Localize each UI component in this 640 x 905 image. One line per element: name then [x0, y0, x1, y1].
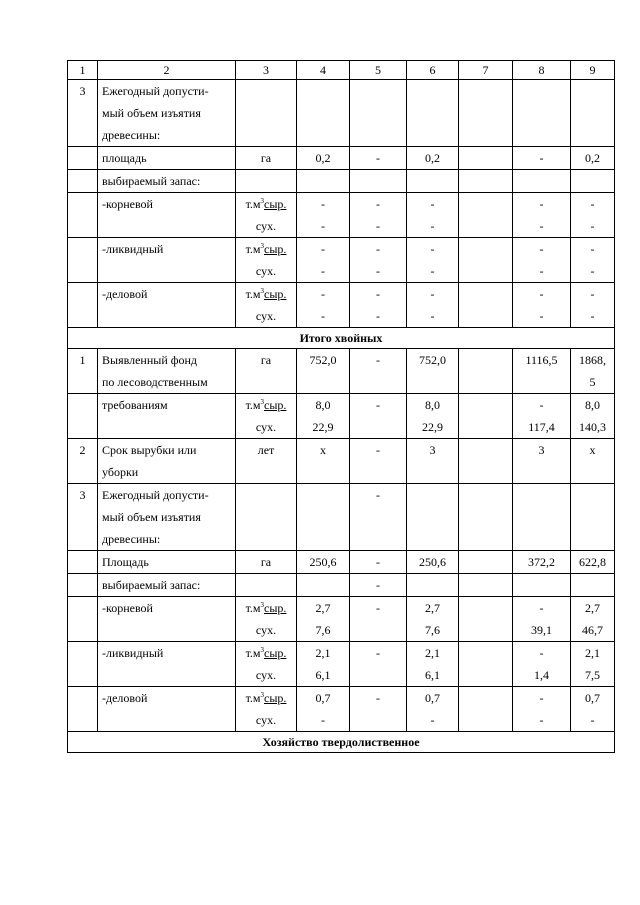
unit-cell	[236, 484, 297, 551]
value-cell: -	[350, 574, 407, 597]
unit-raw: сыр.	[264, 691, 287, 705]
value-cell	[459, 551, 513, 574]
value-cell: 2,1 6,1	[407, 642, 459, 687]
header-row	[68, 61, 615, 80]
value-cell	[459, 597, 513, 642]
section-title: Итого хвойных	[68, 328, 615, 349]
unit-raw: сыр.	[264, 287, 287, 301]
row-number	[68, 147, 98, 170]
value-cell	[571, 574, 615, 597]
section-row	[68, 732, 615, 753]
unit-prefix: т.м	[245, 197, 261, 211]
column-header: 4	[297, 61, 350, 80]
value-cell	[350, 80, 407, 147]
value-cell	[297, 170, 350, 193]
table-row	[68, 193, 615, 238]
unit-dry: сух.	[255, 309, 277, 323]
value-cell: 2,7 7,6	[297, 597, 350, 642]
unit-cell	[236, 238, 297, 283]
row-label: Ежегодный допусти- мый объем изъятия древесины:	[98, 484, 236, 551]
column-header: 8	[513, 61, 571, 80]
value-cell	[459, 484, 513, 551]
row-label: -ликвидный	[98, 238, 236, 283]
value-cell: 0,7 -	[571, 687, 615, 732]
value-cell: 0,2	[297, 147, 350, 170]
row-number	[68, 283, 98, 328]
value-cell	[571, 170, 615, 193]
column-header: 3	[236, 61, 297, 80]
table-row	[68, 597, 615, 642]
column-header: 2	[98, 61, 236, 80]
value-cell	[459, 283, 513, 328]
value-cell	[459, 193, 513, 238]
value-cell: 752,0	[407, 349, 459, 394]
unit-superscript: 3	[260, 398, 265, 406]
unit-cell	[236, 574, 297, 597]
row-number: 3	[68, 484, 98, 551]
row-label: -корневой	[98, 193, 236, 238]
table-row	[68, 574, 615, 597]
table-row	[68, 394, 615, 439]
unit-prefix: т.м	[245, 287, 261, 301]
value-cell: 8,0 140,3	[571, 394, 615, 439]
value-cell	[459, 394, 513, 439]
row-number: 3	[68, 80, 98, 147]
value-cell: 1116,5	[513, 349, 571, 394]
row-number	[68, 687, 98, 732]
unit-cell	[236, 597, 297, 642]
unit-cell: га	[236, 551, 297, 574]
value-cell: 8,0 22,9	[407, 394, 459, 439]
row-number	[68, 574, 98, 597]
forest-resource-table	[67, 60, 615, 753]
value-cell: - -	[571, 193, 615, 238]
column-header: 1	[68, 61, 98, 80]
value-cell: -	[350, 439, 407, 484]
value-cell: -	[350, 597, 407, 642]
row-label: Выявленный фонд по лесоводственным	[98, 349, 236, 394]
unit-cell	[236, 283, 297, 328]
column-header: 9	[571, 61, 615, 80]
row-number	[68, 642, 98, 687]
value-cell	[297, 80, 350, 147]
value-cell: - 39,1	[513, 597, 571, 642]
value-cell	[297, 574, 350, 597]
row-label: -корневой	[98, 597, 236, 642]
row-label: -деловой	[98, 283, 236, 328]
value-cell: 0,7 -	[297, 687, 350, 732]
value-cell: 3	[513, 439, 571, 484]
value-cell: 622,8	[571, 551, 615, 574]
row-label: площадь	[98, 147, 236, 170]
value-cell	[407, 170, 459, 193]
row-label: -ликвидный	[98, 642, 236, 687]
value-cell: - 117,4	[513, 394, 571, 439]
value-cell: - -	[513, 687, 571, 732]
section-row	[68, 328, 615, 349]
value-cell: 0,7 -	[407, 687, 459, 732]
value-cell: х	[297, 439, 350, 484]
unit-superscript: 3	[260, 646, 265, 654]
value-cell: 372,2	[513, 551, 571, 574]
unit-raw: сыр.	[264, 601, 287, 615]
value-cell	[513, 80, 571, 147]
value-cell: 2,7 46,7	[571, 597, 615, 642]
value-cell: - -	[407, 238, 459, 283]
column-header: 5	[350, 61, 407, 80]
table-row	[68, 170, 615, 193]
value-cell: - -	[407, 283, 459, 328]
table-row	[68, 551, 615, 574]
unit-superscript: 3	[260, 601, 265, 609]
unit-dry: сух.	[255, 623, 277, 637]
unit-cell	[236, 170, 297, 193]
row-number: 1	[68, 349, 98, 394]
value-cell: 2,7 7,6	[407, 597, 459, 642]
value-cell: - -	[297, 238, 350, 283]
unit-prefix: т.м	[245, 691, 261, 705]
table-row	[68, 80, 615, 147]
row-label: выбираемый запас:	[98, 574, 236, 597]
row-label: требованиям	[98, 394, 236, 439]
table-row	[68, 687, 615, 732]
value-cell: х	[571, 439, 615, 484]
column-header: 7	[459, 61, 513, 80]
unit-raw: сыр.	[264, 646, 287, 660]
value-cell: 752,0	[297, 349, 350, 394]
table-row	[68, 283, 615, 328]
value-cell: - -	[297, 193, 350, 238]
row-number	[68, 394, 98, 439]
value-cell	[571, 484, 615, 551]
value-cell	[459, 238, 513, 283]
row-label: выбираемый запас:	[98, 170, 236, 193]
value-cell	[571, 80, 615, 147]
value-cell: - -	[513, 193, 571, 238]
unit-cell	[236, 394, 297, 439]
value-cell: - -	[513, 238, 571, 283]
value-cell: 1868, 5	[571, 349, 615, 394]
value-cell: -	[350, 642, 407, 687]
value-cell: - -	[513, 283, 571, 328]
unit-dry: сух.	[255, 668, 277, 682]
value-cell: - -	[350, 193, 407, 238]
value-cell: -	[350, 484, 407, 551]
value-cell	[459, 687, 513, 732]
unit-raw: сыр.	[264, 197, 287, 211]
unit-dry: сух.	[255, 713, 277, 727]
value-cell: -	[513, 147, 571, 170]
row-number	[68, 597, 98, 642]
unit-superscript: 3	[260, 691, 265, 699]
value-cell: - -	[350, 238, 407, 283]
unit-superscript: 3	[260, 287, 265, 295]
value-cell: 8,0 22,9	[297, 394, 350, 439]
section-title: Хозяйство твердолиственное	[68, 732, 615, 753]
value-cell: 250,6	[407, 551, 459, 574]
value-cell: 2,1 7,5	[571, 642, 615, 687]
row-label: -деловой	[98, 687, 236, 732]
unit-cell: лет	[236, 439, 297, 484]
row-number: 2	[68, 439, 98, 484]
value-cell: -	[350, 394, 407, 439]
value-cell: 3	[407, 439, 459, 484]
value-cell	[513, 574, 571, 597]
table-row	[68, 349, 615, 394]
value-cell	[459, 170, 513, 193]
row-number	[68, 238, 98, 283]
table-row	[68, 642, 615, 687]
unit-dry: сух.	[255, 219, 277, 233]
value-cell: -	[350, 147, 407, 170]
value-cell: 2,1 6,1	[297, 642, 350, 687]
value-cell: - -	[407, 193, 459, 238]
table-row	[68, 238, 615, 283]
unit-superscript: 3	[260, 242, 265, 250]
value-cell	[297, 484, 350, 551]
value-cell	[459, 439, 513, 484]
value-cell	[513, 484, 571, 551]
row-label: Срок вырубки или уборки	[98, 439, 236, 484]
row-label: Площадь	[98, 551, 236, 574]
value-cell: -	[350, 551, 407, 574]
value-cell	[459, 80, 513, 147]
value-cell	[407, 484, 459, 551]
value-cell	[513, 170, 571, 193]
unit-prefix: т.м	[245, 601, 261, 615]
unit-prefix: т.м	[245, 398, 261, 412]
unit-cell: га	[236, 147, 297, 170]
unit-cell	[236, 193, 297, 238]
table-row	[68, 484, 615, 551]
value-cell	[407, 574, 459, 597]
unit-cell	[236, 642, 297, 687]
value-cell: - -	[350, 283, 407, 328]
table-row	[68, 439, 615, 484]
unit-cell: га	[236, 349, 297, 394]
value-cell	[459, 642, 513, 687]
unit-prefix: т.м	[245, 242, 261, 256]
unit-cell	[236, 80, 297, 147]
unit-dry: сух.	[255, 420, 277, 434]
value-cell: - -	[297, 283, 350, 328]
value-cell: - -	[571, 238, 615, 283]
unit-cell	[236, 687, 297, 732]
row-number	[68, 551, 98, 574]
value-cell	[459, 349, 513, 394]
row-label: Ежегодный допусти- мый объем изъятия древесины:	[98, 80, 236, 147]
value-cell	[350, 170, 407, 193]
table-row	[68, 147, 615, 170]
value-cell	[459, 574, 513, 597]
value-cell: - -	[571, 283, 615, 328]
value-cell: -	[350, 687, 407, 732]
unit-prefix: т.м	[245, 646, 261, 660]
unit-superscript: 3	[260, 197, 265, 205]
unit-raw: сыр.	[264, 242, 287, 256]
value-cell: 250,6	[297, 551, 350, 574]
value-cell: - 1,4	[513, 642, 571, 687]
value-cell	[459, 147, 513, 170]
value-cell	[407, 80, 459, 147]
value-cell: 0,2	[571, 147, 615, 170]
unit-raw: сыр.	[264, 398, 287, 412]
unit-dry: сух.	[255, 264, 277, 278]
row-number	[68, 193, 98, 238]
value-cell: 0,2	[407, 147, 459, 170]
row-number	[68, 170, 98, 193]
column-header: 6	[407, 61, 459, 80]
value-cell: -	[350, 349, 407, 394]
